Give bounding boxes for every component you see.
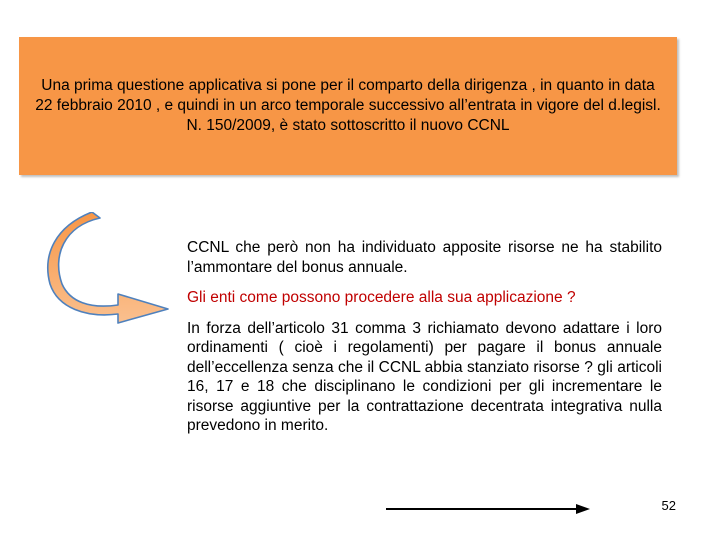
page-number: 52 xyxy=(661,498,676,513)
intro-box xyxy=(19,37,677,175)
paragraph-ccnl: CCNL che però non ha individuato apposite risorse ne ha stabilito l’ammontare del bonus annuale. xyxy=(187,239,662,276)
slide-content xyxy=(187,238,662,436)
intro-text: Una prima questione applicativa si pone per il comparto della dirigenza , in quanto in data 22 febbraio 2010 , e quindi in un arco temporale successivo all’entrata in vigore del d.legisl. N. 150/2009, è stato sottoscritto il nuovo CCNL xyxy=(35,77,661,134)
question-text: Gli enti come possono procedere alla sua applicazione ? xyxy=(187,289,576,306)
paragraph-article: In forza dell’articolo 31 comma 3 richiamato devono adattare i loro ordinamenti ( cioè i regolamenti) per pagare il bonus annuale dell’eccellenza senza che il CCNL abbia stanziato risorse ? gli articoli 16, 17 e 18 che disciplinano le condizioni per gli incrementare le risorse aggiuntive per la contrattazione decentrata integrativa nulla prevedono in merito. xyxy=(187,319,662,434)
right-arrow-icon xyxy=(386,503,590,515)
curved-arrow-icon xyxy=(42,212,172,324)
